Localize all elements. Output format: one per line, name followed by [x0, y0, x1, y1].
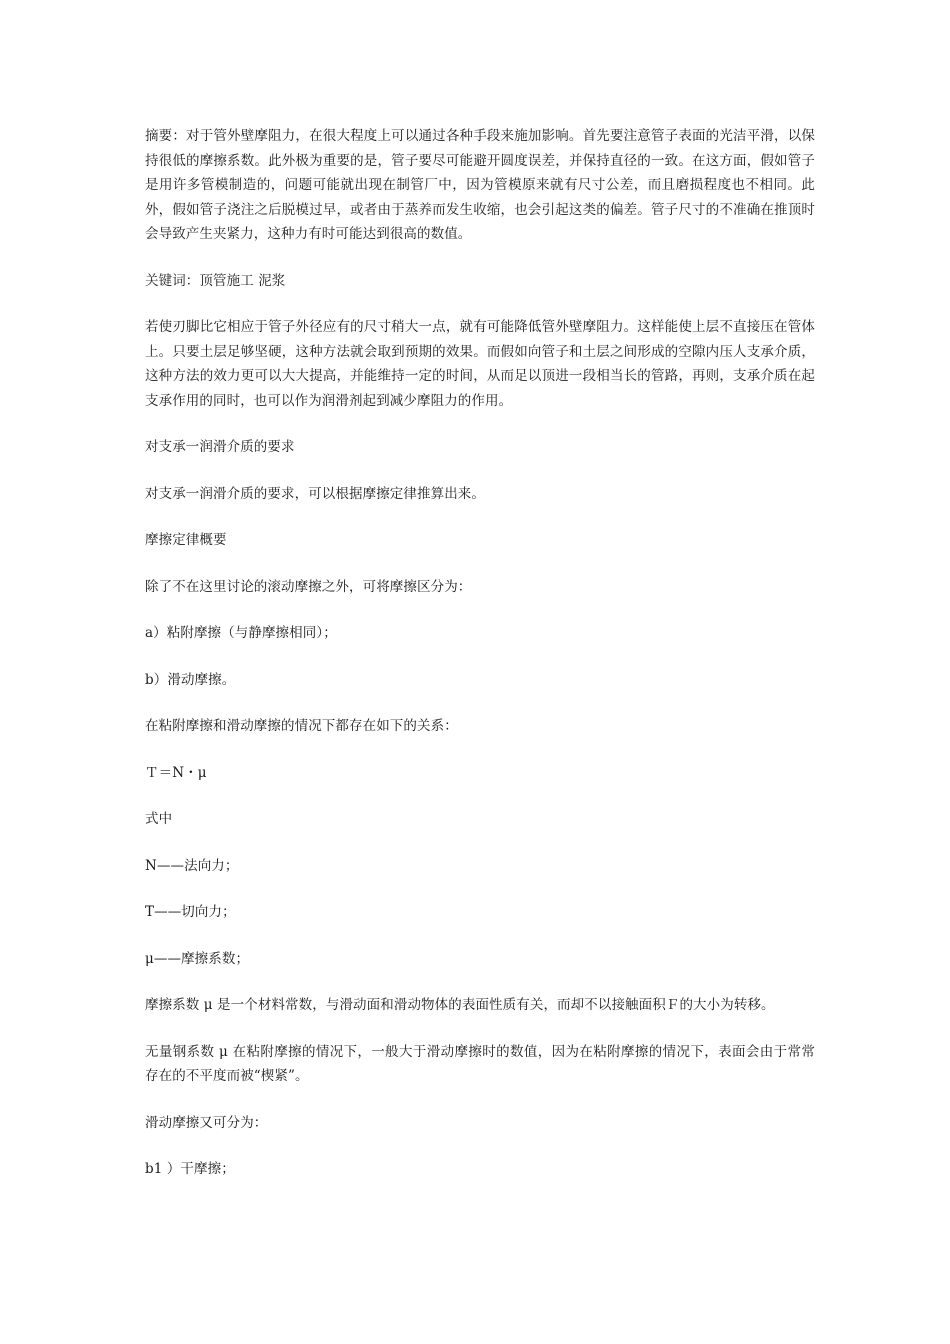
body-line: 在粘附摩擦和滑动摩擦的情况下都存在如下的关系： [145, 718, 458, 734]
definition-item: N——法向力； [145, 857, 239, 874]
abstract-paragraph: 摘要：对于管外壁摩阻力，在很大程度上可以通过各种手段来施加影响。首先要注意管子表面的光洁平滑，以保持很低的摩擦系数。此外极为重要的是，管子要尽可能避开圆度误差，并保持直径的一致。在这方面，假如管子是用许多管模制造的，问题可能就出现在制管厂中，因为管模原来就有尺寸公差，而且磨损程度也不相同。此外，假如管子浇注之后脱模过早，或者由于蒸养而发生收缩，也会引起这类的偏差。管子尺寸的不准确在推顶时会导致产生夹紧力，这种力有时可能达到很高的数值。 [145, 128, 815, 242]
body-line: 除了不在这里讨论的滚动摩擦之外，可将摩擦区分为： [145, 578, 472, 595]
body-line: 对支承一润滑介质的要求，可以根据摩擦定律推算出来。 [145, 485, 485, 502]
formula: Ｔ＝N・μ [145, 764, 207, 781]
body-line: 滑动摩擦又可分为： [145, 1114, 268, 1131]
section-heading: 摩擦定律概要 [145, 532, 227, 548]
list-item: b）滑动摩擦。 [145, 671, 236, 688]
formula-where-label: 式中 [145, 811, 173, 827]
document-body [145, 124, 815, 1182]
keywords-line: 关键词：顶管施工 泥浆 [145, 272, 286, 289]
section-heading: 对支承一润滑介质的要求 [145, 439, 295, 455]
definition-item: T——切向力； [145, 904, 236, 920]
definition-item: μ——摩擦系数； [145, 950, 250, 967]
list-item: a）粘附摩擦（与静摩擦相同）； [145, 625, 337, 641]
body-paragraph: 若使刃脚比它相应于管子外径应有的尺寸稍大一点，就有可能降低管外壁摩阻力。这样能使上层不直接压在管体上。只要土层足够坚硬，这种方法就会取到预期的效果。而假如向管子和土层之间形成的空隙内压人支承介质，这种方法的效力更可以大大提高，并能维持一定的时间，从而足以顶进一段相当长的管路，再则，支承介质在起支承作用的同时，也可以作为润滑剂起到减少摩阻力的作用。 [145, 319, 815, 409]
body-paragraph: 摩擦系数 μ 是一个材料常数，与滑动面和滑动物体的表面性质有关，而却不以接触面积Ｆ的大小为转移。 [145, 997, 775, 1013]
list-item: b1 ）干摩擦； [145, 1161, 235, 1177]
body-paragraph: 无量钢系数 μ 在粘附摩擦的情况下，一般大于滑动摩擦时的数值，因为在粘附摩擦的情况下，表面会由于常常存在的不平度而被“楔紧”。 [145, 1043, 815, 1084]
